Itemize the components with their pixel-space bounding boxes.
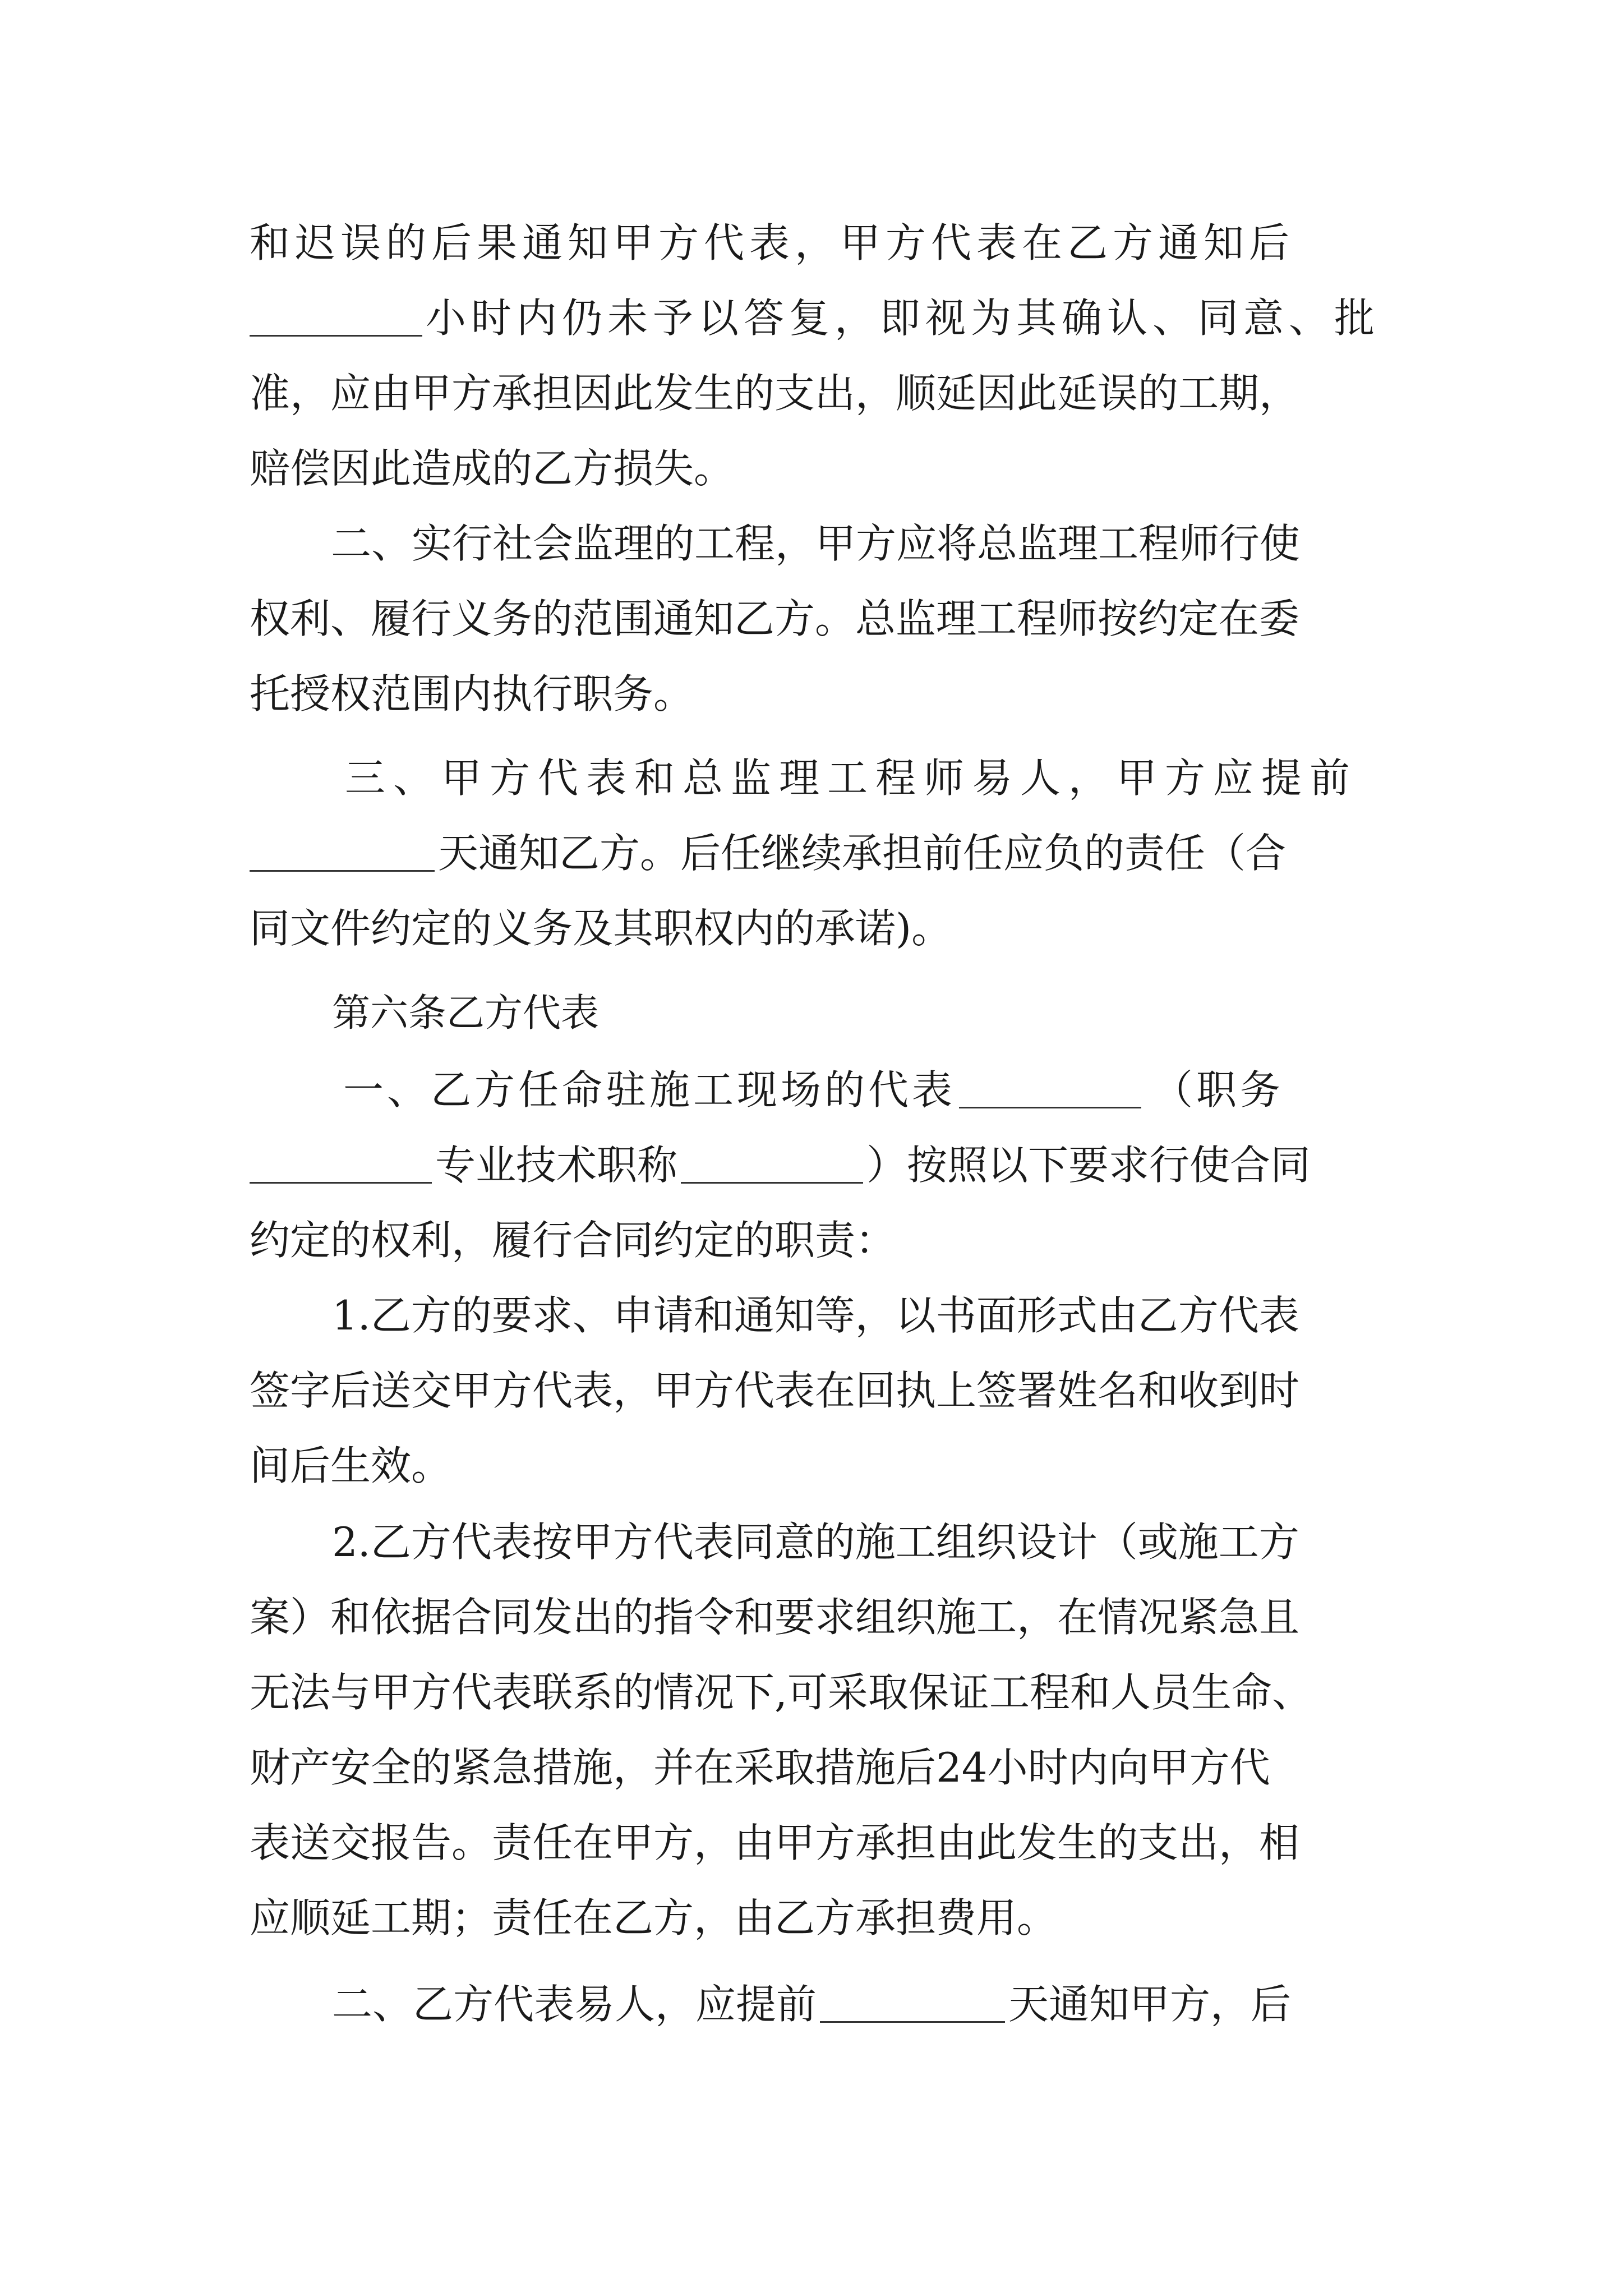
paragraph-text: 一、乙方任命驻施工现场的代表 <box>343 1066 956 1114</box>
position-blank[interactable] <box>250 1147 432 1184</box>
text-line <box>250 1360 1380 1421</box>
paragraph-text: 赔偿因此造成的乙方损失。 <box>250 445 735 492</box>
fill-in-blank[interactable] <box>250 300 422 337</box>
text-line <box>250 588 1380 650</box>
paragraph-text: 准，应由甲方承担因此发生的支出，顺延因此延误的工期， <box>250 370 1300 417</box>
paragraph-text: （职务 <box>1152 1066 1284 1114</box>
text-line <box>250 438 1380 499</box>
paragraph-text: 无法与甲方代表联系的情况下,可采取保证工程和人员生命、 <box>250 1669 1312 1716</box>
paragraph-text: 财产安全的紧急措施，并在采取措施后24小时内向甲方代 <box>250 1744 1270 1791</box>
text-line <box>250 1887 1380 1949</box>
text-line <box>345 747 1380 809</box>
paragraph-text: 三、甲方代表和总监理工程师易人，甲方应提前 <box>345 754 1358 802</box>
text-line <box>250 1737 1380 1798</box>
section-heading <box>332 983 1380 1045</box>
notice-days-blank[interactable] <box>820 1986 1005 2023</box>
text-line <box>250 212 1380 274</box>
fill-in-blank[interactable] <box>250 835 435 872</box>
paragraph-text: 二、实行社会监理的工程，甲方应将总监理工程师行使 <box>331 520 1301 567</box>
text-line <box>250 362 1380 424</box>
paragraph-text: 托授权范围内执行职务。 <box>250 670 694 717</box>
text-line <box>250 822 1380 884</box>
paragraph-text: 间后生效。 <box>250 1442 452 1489</box>
text-line <box>332 1511 1380 1573</box>
paragraph-text: 应顺延工期；责任在乙方，由乙方承担费用。 <box>250 1894 1058 1941</box>
paragraph-text: 专业技术职称 <box>435 1142 678 1189</box>
paragraph-text: ）按照以下要求行使合同 <box>866 1142 1311 1189</box>
paragraph-text: 1.乙方的要求、申请和通知等，以书面形式由乙方代表 <box>332 1292 1299 1339</box>
text-line <box>332 1285 1380 1346</box>
paragraph-text: 权利、履行义务的范围通知乙方。总监理工程师按约定在委 <box>250 595 1300 642</box>
text-line <box>250 287 1380 349</box>
text-line <box>250 1586 1380 1648</box>
text-line <box>250 898 1380 959</box>
text-line <box>250 663 1380 725</box>
paragraph-text: 签字后送交甲方代表，甲方代表在回执上签署姓名和收到时 <box>250 1367 1300 1414</box>
paragraph-text: 表送交报告。责任在甲方，由甲方承担由此发生的支出，相 <box>250 1819 1300 1866</box>
text-line <box>250 1662 1380 1723</box>
paragraph-text: 2.乙方代表按甲方代表同意的施工组织设计（或施工方 <box>332 1519 1299 1566</box>
paragraph-text: 约定的权利，履行合同约定的职责： <box>250 1217 896 1264</box>
heading-text: 第六条乙方代表 <box>332 991 600 1036</box>
paragraph-text: 天通知甲方，后 <box>1008 1981 1292 2028</box>
representative-name-blank[interactable] <box>959 1072 1141 1108</box>
text-line <box>331 513 1380 574</box>
text-line <box>250 1812 1380 1874</box>
paragraph-text: 天通知乙方。后任继续承担前任应负的责任（合 <box>438 830 1287 877</box>
text-line <box>343 1059 1380 1121</box>
paragraph-text: 案）和依据合同发出的指令和要求组织施工，在情况紧急且 <box>250 1594 1300 1641</box>
text-line <box>250 1209 1380 1271</box>
paragraph-text: 小时内仍未予以答复，即视为其确认、同意、批 <box>425 295 1380 342</box>
professional-title-blank[interactable] <box>681 1147 863 1184</box>
text-line <box>250 1134 1380 1196</box>
paragraph-text: 二、乙方代表易人，应提前 <box>332 1981 817 2028</box>
text-line <box>250 1435 1380 1497</box>
paragraph-text: 同文件约定的义务及其职权内的承诺)。 <box>250 905 952 952</box>
text-line <box>332 1973 1380 2035</box>
paragraph-text: 和迟误的后果通知甲方代表，甲方代表在乙方通知后 <box>250 219 1295 266</box>
